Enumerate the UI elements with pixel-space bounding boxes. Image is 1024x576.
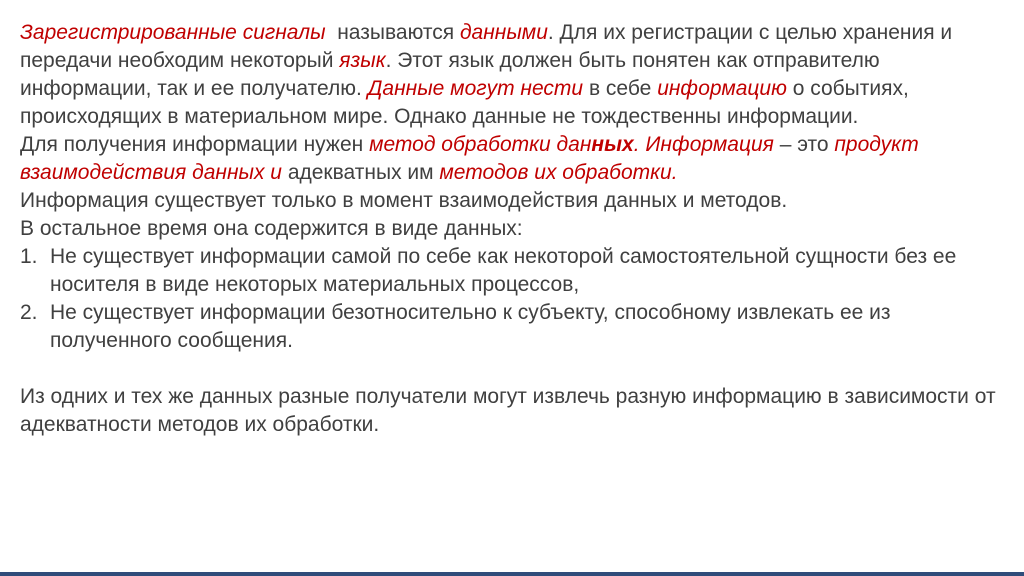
list-item-text: Не существует информации безотносительно к субъекту, способному извлекать ее из полученного сообщения. xyxy=(50,301,891,352)
paragraph-existence: Информация существует только в момент взаимодействия данных и методов. xyxy=(20,189,788,212)
text-segment: называются xyxy=(325,21,460,44)
term-processing-methods: методов их обработки xyxy=(439,161,672,184)
text-segment: адекватных им xyxy=(281,161,440,184)
term-registered-signals: Зарегистрированные сигналы xyxy=(20,21,326,44)
paragraph-data-definition xyxy=(20,19,1004,131)
text-segment: . Этот язык должен быть понятен как отправителю информации, так и ее получателю. xyxy=(20,49,880,100)
list-item-number: 2. xyxy=(20,301,38,324)
term-information-2: Информация xyxy=(645,133,774,156)
text-segment: Для получения информации нужен xyxy=(20,133,370,156)
term-interaction-product: продукт взаимодействия данных и xyxy=(20,133,919,184)
term-information: информацию xyxy=(657,77,787,100)
paragraph-information-definition xyxy=(20,131,1004,187)
text-segment: – это xyxy=(773,133,835,156)
text-segment: . Для их регистрации с целью хранения и передачи необходим некоторый xyxy=(20,21,953,72)
list-item xyxy=(20,243,1004,299)
list-item-number: 1. xyxy=(20,245,38,268)
term-processing-method: метод обработки дан xyxy=(369,133,592,156)
spacer xyxy=(20,355,1004,383)
term-language: язык xyxy=(339,49,386,72)
text-segment: в себе xyxy=(583,77,658,100)
bottom-bar xyxy=(0,572,1024,576)
text-segment: о событиях, происходящих в материальном мире. Однако данные не тождественны информации. xyxy=(20,77,909,128)
paragraph-rest-time: В остальное время она содержится в виде данных: xyxy=(20,217,523,240)
numbered-list xyxy=(20,243,1004,355)
term-dot: . xyxy=(633,133,646,156)
term-data: данными xyxy=(459,21,548,44)
term-data-can-carry: Данные могут нести xyxy=(367,77,584,100)
list-item xyxy=(20,299,1004,355)
paragraph-conclusion: Из одних и тех же данных разные получатели могут извлечь разную информацию в зависимости от адекватности методов их обработки. xyxy=(20,385,996,436)
term-dot-end: . xyxy=(671,161,678,184)
list-item-text: Не существует информации самой по себе как некоторой самостоятельной сущности без ее носителя в виде некоторых материальных процессов, xyxy=(50,245,957,296)
term-processing-method-bold: ных xyxy=(591,133,634,156)
